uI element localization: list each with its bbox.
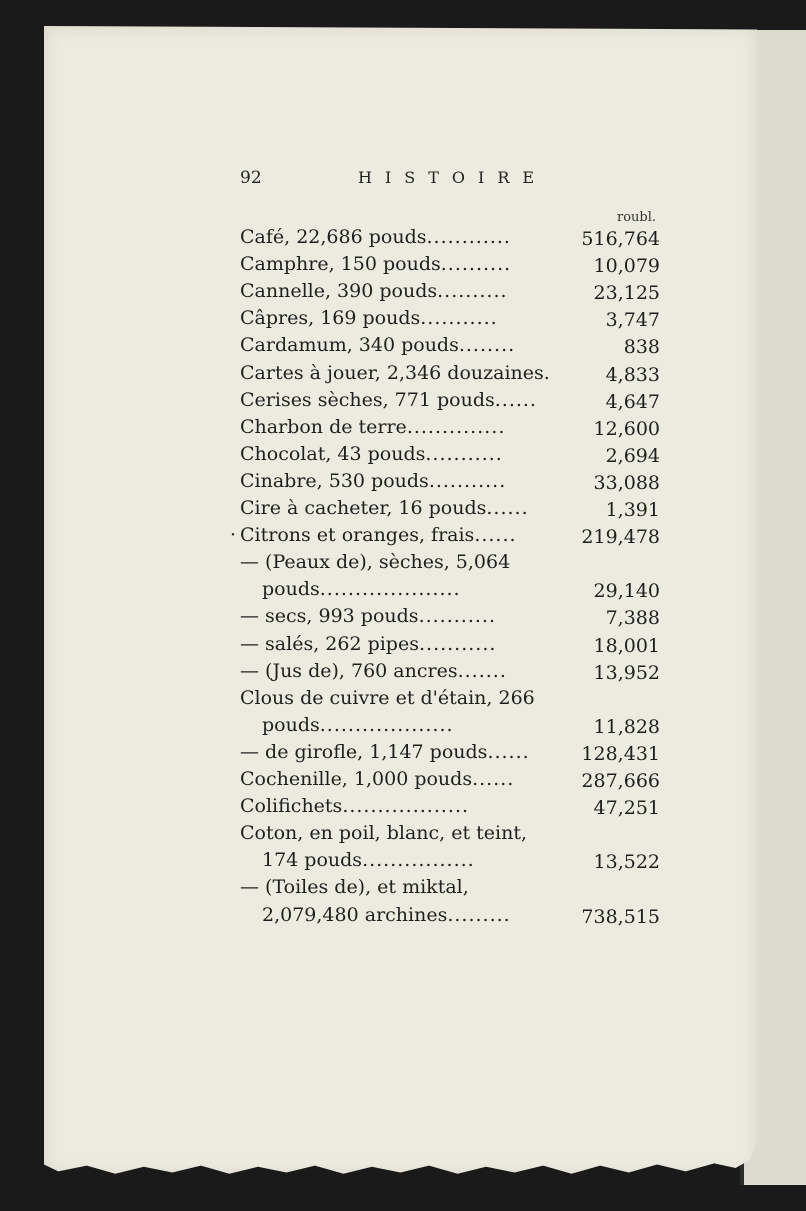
table-row — [240, 253, 660, 279]
entry-text — [240, 633, 550, 655]
table-row — [240, 416, 660, 442]
entry-text — [240, 226, 550, 248]
table-row — [240, 876, 660, 902]
leader-dots: ....... — [457, 659, 507, 682]
leader-dots: ...... — [486, 497, 529, 519]
entry-amount: 23,125 — [593, 282, 660, 305]
entry-label: Camphre, 150 pouds — [240, 253, 441, 276]
table-row — [240, 443, 660, 469]
entry-label: Citrons et oranges, frais — [240, 524, 475, 547]
entry-label: Clous de cuivre et d'étain, 266 — [240, 686, 535, 709]
entry-label: 174 pouds — [262, 849, 363, 872]
leader-dots: .............. — [406, 415, 506, 438]
page-header — [240, 168, 560, 198]
entry-label: pouds — [262, 578, 320, 601]
entry-amount: 13,522 — [593, 851, 660, 874]
entry-text — [262, 714, 550, 736]
leader-dots: ......... — [447, 903, 511, 926]
entry-amount: 10,079 — [593, 255, 660, 278]
entry-text — [240, 768, 550, 790]
entry-amount: 7,388 — [605, 607, 660, 630]
entry-amount: 2,694 — [605, 444, 660, 467]
leader-dots: ................ — [362, 849, 475, 872]
leader-dots: ........... — [428, 469, 507, 492]
entry-label: pouds — [262, 713, 320, 736]
entry-text — [240, 605, 550, 627]
table-row — [240, 795, 660, 821]
entry-amount: 47,251 — [593, 797, 660, 820]
entry-label: Café, 22,686 pouds — [240, 226, 427, 248]
table-row — [240, 904, 660, 930]
table-row — [230, 524, 660, 550]
entry-text — [240, 795, 550, 817]
leader-dots: ...... — [472, 768, 515, 790]
entry-label: Cerises sèches, 771 pouds — [240, 388, 495, 411]
entry-amount: 516,764 — [581, 228, 660, 250]
table-row — [240, 362, 660, 388]
table-row — [240, 578, 660, 604]
table-row — [240, 605, 660, 631]
table-row — [240, 849, 660, 875]
entry-amount: 11,828 — [593, 715, 660, 738]
entry-label: 2,079,480 archines — [262, 903, 448, 926]
entry-amount: 128,431 — [581, 742, 660, 765]
entry-label: — salés, 262 pipes — [240, 632, 419, 655]
entry-label: Coton, en poil, blanc, et teint, — [240, 822, 528, 845]
table-row — [240, 714, 660, 740]
entry-text — [240, 687, 660, 709]
leader-dots: ...... — [487, 740, 530, 763]
leader-dots: ........... — [418, 632, 497, 655]
entry-label: Charbon de terre — [240, 415, 407, 438]
entry-amount: 12,600 — [593, 417, 660, 440]
entry-text — [240, 280, 550, 302]
table-row — [240, 741, 660, 767]
entry-label: — (Peaux de), sèches, 5,064 — [240, 551, 511, 574]
table-row — [240, 334, 660, 360]
entry-label: Colifichets — [240, 795, 343, 818]
entry-text — [262, 904, 550, 926]
entry-text — [240, 307, 550, 329]
entry-label: Cochenille, 1,000 pouds — [240, 768, 473, 790]
table-row — [240, 687, 660, 713]
leader-dots: .................... — [319, 578, 461, 601]
entry-text — [240, 524, 550, 546]
entry-text — [240, 470, 550, 492]
entry-label: Cartes à jouer, 2,346 douzaines. — [240, 361, 550, 384]
table-row — [240, 633, 660, 659]
entry-amount: 33,088 — [593, 471, 660, 494]
leader-dots: ...... — [474, 524, 517, 547]
entry-amount: 219,478 — [581, 526, 660, 549]
entry-amount: 29,140 — [593, 580, 660, 603]
entry-label: Cardamum, 340 pouds — [240, 334, 459, 357]
entry-amount: 4,647 — [605, 390, 660, 413]
leader-dots: .......... — [440, 253, 512, 276]
entry-text — [240, 876, 660, 898]
entry-label: — (Jus de), 760 ancres — [240, 659, 458, 682]
leader-dots: ........... — [425, 442, 503, 465]
entry-text — [240, 362, 550, 384]
leader-dots: ........... — [420, 307, 498, 330]
table-row — [240, 470, 660, 496]
running-title: HISTOIRE — [358, 168, 548, 187]
leader-dots: ................... — [319, 713, 454, 736]
entry-text — [240, 822, 660, 844]
unit-label: roubl. — [617, 210, 657, 225]
entry-text — [240, 741, 550, 763]
entry-text — [240, 443, 550, 465]
page-number: 92 — [240, 168, 262, 188]
leader-dots: .................. — [342, 795, 470, 818]
table-row — [240, 768, 660, 794]
entry-amount: 838 — [623, 336, 660, 359]
entry-amount: 738,515 — [581, 905, 660, 928]
table-row — [240, 822, 660, 848]
table-row — [240, 660, 660, 686]
entry-text — [240, 497, 550, 519]
entry-text — [240, 389, 550, 411]
margin-mark: · — [230, 524, 237, 547]
table-row — [240, 307, 660, 333]
entry-text — [262, 578, 550, 600]
table-row — [240, 497, 660, 523]
entry-label: — de girofle, 1,147 pouds — [240, 740, 488, 763]
entry-text — [240, 551, 660, 573]
table-row — [240, 389, 660, 415]
leader-dots: ............ — [426, 226, 511, 248]
entry-label: Cannelle, 390 pouds — [240, 280, 438, 303]
leader-dots: ...... — [494, 388, 537, 411]
table-row — [240, 226, 660, 252]
entry-amount: 4,833 — [605, 363, 660, 386]
table-row — [240, 280, 660, 306]
leader-dots: ........ — [458, 334, 516, 357]
entry-text — [240, 416, 550, 438]
table-row — [240, 551, 660, 577]
entry-label: Cire à cacheter, 16 pouds — [240, 497, 487, 519]
entry-label: Câpres, 169 pouds — [240, 307, 421, 330]
entry-text — [240, 253, 550, 275]
entry-amount: 18,001 — [593, 634, 660, 657]
leader-dots: .......... — [437, 280, 508, 303]
entry-amount: 287,666 — [581, 770, 660, 792]
entry-text — [240, 334, 550, 356]
entry-label: Chocolat, 43 pouds — [240, 442, 426, 465]
entry-amount: 13,952 — [593, 661, 660, 684]
entry-amount: 1,391 — [605, 499, 660, 521]
entry-label: — secs, 993 pouds — [240, 605, 419, 628]
entry-text — [240, 660, 550, 682]
entry-amount: 3,747 — [605, 309, 660, 332]
entry-label: Cinabre, 530 pouds — [240, 469, 429, 492]
leader-dots: ........... — [418, 605, 496, 628]
entry-label: — (Toiles de), et miktal, — [240, 876, 469, 899]
entry-text — [262, 849, 550, 871]
